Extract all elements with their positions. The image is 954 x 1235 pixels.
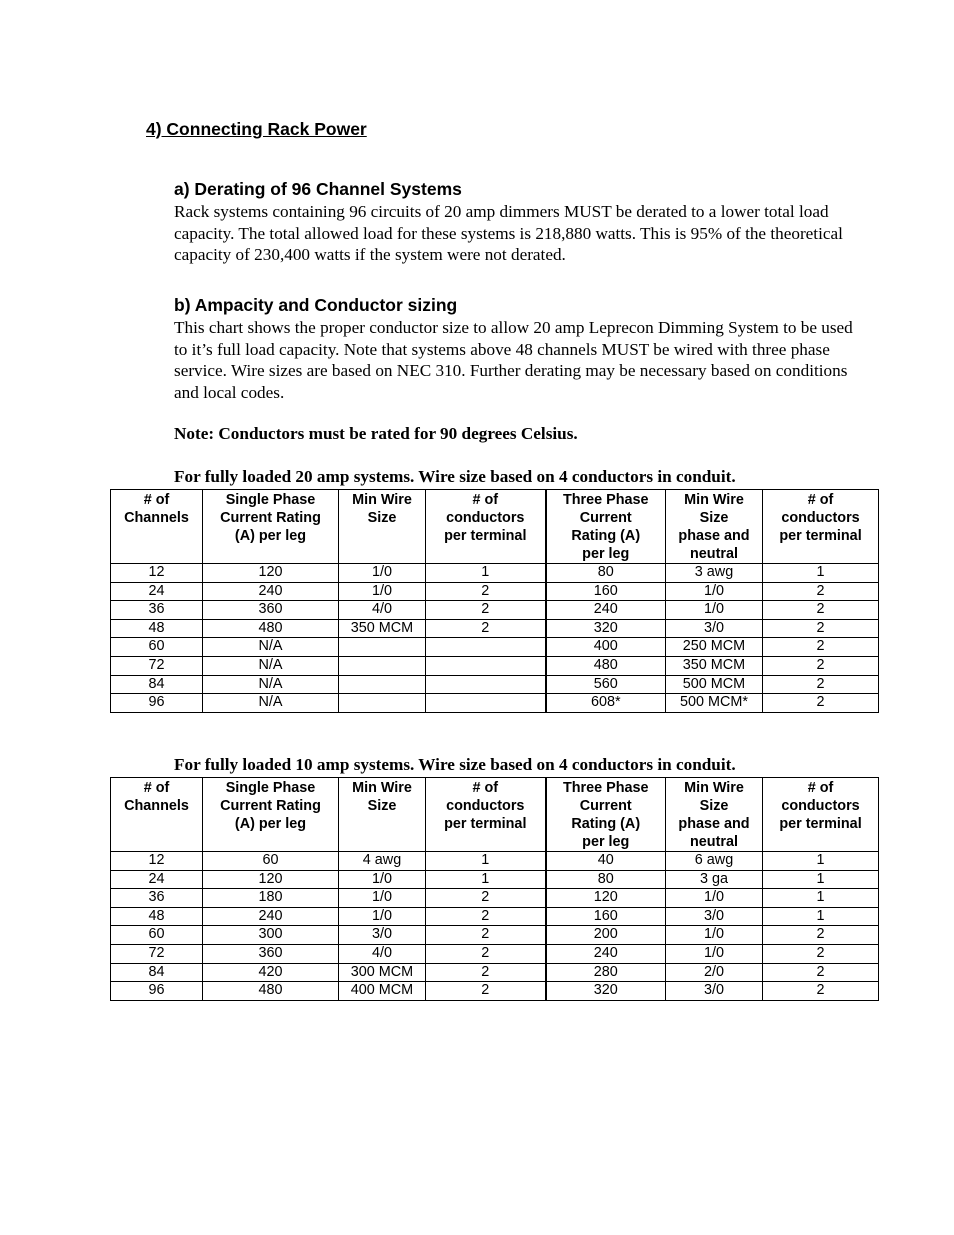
table-cell: 480 [203, 619, 339, 638]
table-cell: 2 [426, 963, 546, 982]
column-header-line: Channels [124, 798, 189, 814]
table-cell: 1/0 [666, 601, 763, 620]
table-cell [339, 675, 426, 694]
ampacity-heading: b) Ampacity and Conductor sizing [174, 295, 458, 315]
table-cell: 60 [111, 926, 203, 945]
column-header-line: Current Rating [220, 798, 321, 814]
column-header-line: Three Phase [562, 492, 649, 508]
table-10amp [110, 777, 879, 1001]
table-cell: 420 [203, 963, 339, 982]
table-cell: 4 awg [339, 852, 426, 871]
table-cell: 280 [546, 963, 666, 982]
table-cell: 48 [111, 907, 203, 926]
column-header [666, 778, 763, 852]
column-header-line: (A) per leg [234, 816, 307, 832]
table-cell: 72 [111, 656, 203, 675]
table-cell: 1 [426, 870, 546, 889]
column-header-line: Single Phase [225, 780, 316, 796]
table-cell: 2 [426, 926, 546, 945]
column-header [111, 778, 203, 852]
table-cell: 36 [111, 601, 203, 620]
table-cell: 300 [203, 926, 339, 945]
table-cell: 1/0 [666, 889, 763, 908]
table-cell: 2 [426, 582, 546, 601]
column-header-line: per leg [582, 546, 630, 562]
column-header-line: Single Phase [225, 492, 316, 508]
table-cell: 1/0 [339, 889, 426, 908]
table-cell: 1 [763, 564, 879, 583]
header-row [111, 490, 879, 564]
table-cell: 560 [546, 675, 666, 694]
table-cell: 84 [111, 963, 203, 982]
table-cell [339, 656, 426, 675]
column-header-line: neutral [690, 834, 738, 850]
table-cell [339, 694, 426, 713]
table-cell: 96 [111, 982, 203, 1001]
table-cell: 320 [546, 982, 666, 1001]
table-row [111, 852, 879, 871]
table-cell: 1 [763, 889, 879, 908]
table-cell: 3 ga [666, 870, 763, 889]
table-cell: 2 [763, 656, 879, 675]
table-cell: 240 [546, 944, 666, 963]
column-header-line: (A) per leg [234, 528, 307, 544]
table-cell: 500 MCM* [666, 694, 763, 713]
table-cell: 400 [546, 638, 666, 657]
column-header-line: Size [367, 798, 397, 814]
table-cell: 2 [763, 601, 879, 620]
table-cell: N/A [203, 675, 339, 694]
table-cell: 160 [546, 582, 666, 601]
table-cell: 120 [203, 870, 339, 889]
table-cell: 2 [426, 982, 546, 1001]
table-cell: 1 [763, 907, 879, 926]
column-header-line: Current [579, 798, 632, 814]
column-header-line: Size [699, 510, 729, 526]
table-cell: N/A [203, 694, 339, 713]
table-cell: 500 MCM [666, 675, 763, 694]
table-cell: 300 MCM [339, 963, 426, 982]
table-cell: 2 [763, 963, 879, 982]
table-cell: 400 MCM [339, 982, 426, 1001]
table-row [111, 963, 879, 982]
table-row [111, 582, 879, 601]
table-cell: 1/0 [666, 582, 763, 601]
table-cell: 4/0 [339, 944, 426, 963]
table-cell: 350 MCM [339, 619, 426, 638]
table-cell: 2 [763, 926, 879, 945]
column-header-line: # of [472, 492, 499, 508]
table-cell: 350 MCM [666, 656, 763, 675]
table-cell [426, 694, 546, 713]
column-header [111, 490, 203, 564]
column-header-line: per terminal [444, 528, 527, 544]
column-header-line: Min Wire [352, 780, 412, 796]
header-row [111, 778, 879, 852]
derating-heading: a) Derating of 96 Channel Systems [174, 179, 462, 199]
column-header-line: # of [807, 492, 834, 508]
table-cell: 12 [111, 852, 203, 871]
table-cell: 1/0 [666, 944, 763, 963]
table-cell: 240 [203, 907, 339, 926]
table-cell: 480 [546, 656, 666, 675]
table-cell: 4/0 [339, 601, 426, 620]
column-header-line: Rating (A) [571, 528, 641, 544]
table-cell: 1/0 [666, 926, 763, 945]
table-cell: N/A [203, 638, 339, 657]
column-header [666, 490, 763, 564]
column-header-line: Current [579, 510, 632, 526]
column-header-line: # of [807, 780, 834, 796]
column-header [203, 490, 339, 564]
table-cell: 2 [763, 982, 879, 1001]
ampacity-paragraph: This chart shows the proper conductor size to allow 20 amp Leprecon Dimming System to be used to it’s full load capacity. Note that systems above 48 channels MUST be wired with three phase service. Wire sizes are based on NEC 310. Further derating may be necessary based on conditions and local codes. [174, 318, 853, 402]
table-cell: 1 [426, 564, 546, 583]
table-row [111, 694, 879, 713]
column-header-line: phase and [678, 528, 750, 544]
table-cell: 1/0 [339, 582, 426, 601]
table-cell: 120 [203, 564, 339, 583]
table-20amp-caption: For fully loaded 20 amp systems. Wire size based on 4 conductors in conduit. [174, 467, 736, 486]
table-row [111, 982, 879, 1001]
column-header [763, 778, 879, 852]
table-cell: 240 [203, 582, 339, 601]
table-cell: 250 MCM [666, 638, 763, 657]
column-header-line: Size [699, 798, 729, 814]
table-cell: 2 [426, 907, 546, 926]
table-row [111, 656, 879, 675]
table-cell: 2 [763, 694, 879, 713]
section-title: 4) Connecting Rack Power [146, 119, 367, 139]
table-cell: N/A [203, 656, 339, 675]
table-cell: 80 [546, 870, 666, 889]
table-cell: 2 [763, 944, 879, 963]
column-header [763, 490, 879, 564]
table-cell: 96 [111, 694, 203, 713]
column-header-line: Min Wire [684, 780, 744, 796]
table-row [111, 870, 879, 889]
table-row [111, 564, 879, 583]
table-cell: 60 [203, 852, 339, 871]
column-header [339, 490, 426, 564]
column-header-line: Three Phase [562, 780, 649, 796]
column-header-line: per terminal [779, 816, 862, 832]
column-header-line: Min Wire [684, 492, 744, 508]
table-cell: 1 [426, 852, 546, 871]
table-row [111, 907, 879, 926]
column-header-line: # of [143, 492, 170, 508]
table-cell: 1/0 [339, 564, 426, 583]
table-cell: 2 [763, 582, 879, 601]
table-cell: 2 [426, 944, 546, 963]
column-header-line: conductors [781, 510, 860, 526]
table-cell: 24 [111, 870, 203, 889]
column-header-line: phase and [678, 816, 750, 832]
column-header-line: Min Wire [352, 492, 412, 508]
table-cell: 320 [546, 619, 666, 638]
column-header-line: Current Rating [220, 510, 321, 526]
table-cell: 608* [546, 694, 666, 713]
column-header-line: conductors [781, 798, 860, 814]
table-cell: 1/0 [339, 870, 426, 889]
table-cell: 2 [426, 889, 546, 908]
table-cell [426, 638, 546, 657]
column-header [546, 490, 666, 564]
derating-paragraph: Rack systems containing 96 circuits of 20 amp dimmers MUST be derated to a lower total load capacity. The total allowed load for these systems is 218,880 watts. This is 95% of the theoretical capacity of 230,400 watts if the system were not derated. [174, 202, 843, 264]
table-row [111, 638, 879, 657]
column-header [203, 778, 339, 852]
column-header-line: conductors [446, 798, 525, 814]
table-row [111, 926, 879, 945]
table-cell: 120 [546, 889, 666, 908]
table-cell: 1/0 [339, 907, 426, 926]
column-header-line: per terminal [444, 816, 527, 832]
table-cell [426, 656, 546, 675]
column-header-line: conductors [446, 510, 525, 526]
table-cell: 240 [546, 601, 666, 620]
column-header-line: neutral [690, 546, 738, 562]
table-cell: 360 [203, 601, 339, 620]
table-cell: 2 [763, 638, 879, 657]
table-cell: 3 awg [666, 564, 763, 583]
table-cell: 48 [111, 619, 203, 638]
column-header-line: # of [472, 780, 499, 796]
table-cell: 160 [546, 907, 666, 926]
column-header [546, 778, 666, 852]
table-cell: 84 [111, 675, 203, 694]
table-cell: 360 [203, 944, 339, 963]
table-cell: 2 [763, 675, 879, 694]
table-cell: 1 [763, 870, 879, 889]
table-cell: 1 [763, 852, 879, 871]
table-cell: 24 [111, 582, 203, 601]
column-header-line: Rating (A) [571, 816, 641, 832]
table-cell [339, 638, 426, 657]
table-cell: 3/0 [666, 982, 763, 1001]
table-cell: 80 [546, 564, 666, 583]
table-cell: 2/0 [666, 963, 763, 982]
table-cell: 72 [111, 944, 203, 963]
table-cell: 200 [546, 926, 666, 945]
conductor-rating-note: Note: Conductors must be rated for 90 degrees Celsius. [174, 424, 578, 443]
column-header-line: # of [143, 780, 170, 796]
table-row [111, 601, 879, 620]
table-cell: 36 [111, 889, 203, 908]
table-cell: 6 awg [666, 852, 763, 871]
table-row [111, 889, 879, 908]
table-cell: 3/0 [666, 907, 763, 926]
table-10amp-caption: For fully loaded 10 amp systems. Wire size based on 4 conductors in conduit. [174, 755, 736, 774]
table-cell: 2 [426, 601, 546, 620]
table-cell: 60 [111, 638, 203, 657]
column-header [426, 778, 546, 852]
table-cell: 180 [203, 889, 339, 908]
table-cell: 2 [426, 619, 546, 638]
table-cell: 2 [763, 619, 879, 638]
table-cell: 3/0 [339, 926, 426, 945]
column-header-line: per leg [582, 834, 630, 850]
table-row [111, 675, 879, 694]
table-20amp [110, 489, 879, 713]
table-row [111, 619, 879, 638]
column-header [426, 490, 546, 564]
column-header [339, 778, 426, 852]
column-header-line: Channels [124, 510, 189, 526]
table-cell [426, 675, 546, 694]
column-header-line: Size [367, 510, 397, 526]
table-cell: 480 [203, 982, 339, 1001]
table-cell: 12 [111, 564, 203, 583]
column-header-line: per terminal [779, 528, 862, 544]
table-cell: 40 [546, 852, 666, 871]
table-cell: 3/0 [666, 619, 763, 638]
table-row [111, 944, 879, 963]
